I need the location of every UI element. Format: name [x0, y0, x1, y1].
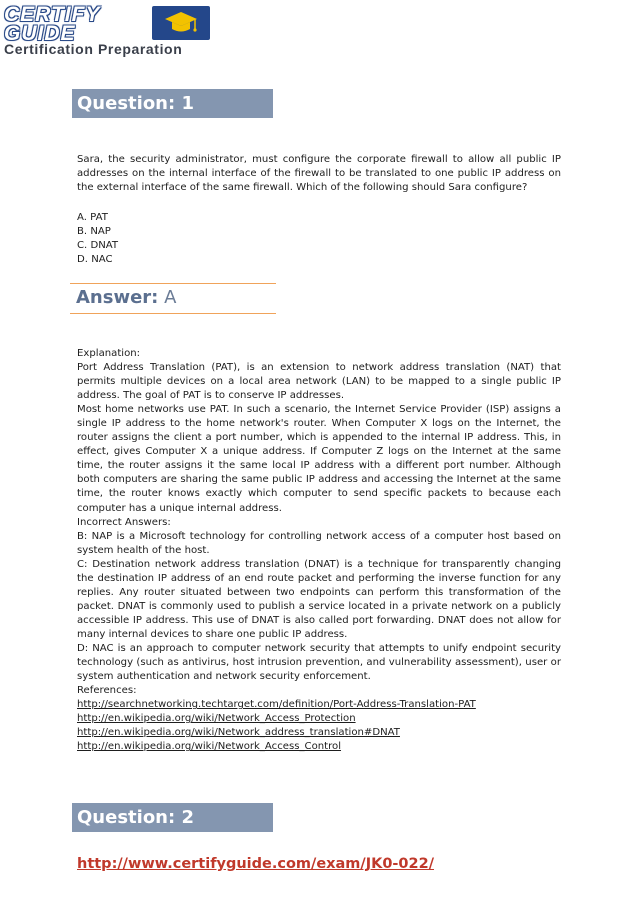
explanation-paragraph-home: Most home networks use PAT. In such a scenario, the Internet Service Provider (ISP) assigns a single IP address to the home network's router. When Computer X logs on the Internet, the router assigns the client a port number, which is appended to the internal IP address. This, in effect, gives Computer X a unique address. If Computer Z logs on the Internet at the same time, the router assigns it the same local IP address with a different port number. Although both computers are sharing the same public IP address and accessing the Internet at the same time, the router knows exactly which computer to send specific packets to because each computer has a unique internal address. [77, 404, 561, 514]
logo-word-certify: CERTIFY [4, 3, 101, 26]
option-a: A. PAT [77, 212, 108, 223]
question-1-text: Sara, the security administrator, must configure the corporate firewall to allow all public IP addresses on the internal interface of the firewall to be translated to one public IP address on the external interface of the same firewall. Which of the following should Sara configure? [77, 154, 561, 194]
question-1-header: Question: 1 [72, 89, 273, 118]
option-c: C. DNAT [77, 240, 119, 251]
answer-label: Answer: [76, 287, 159, 308]
reference-link[interactable]: http://en.wikipedia.org/wiki/Network_Access_Control [77, 741, 342, 753]
explanation-paragraph-pat: Port Address Translation (PAT), is an extension to network address translation (NAT) that permits multiple devices on a local area network (LAN) to be mapped to a single public IP address. The goal of PAT is to conserve IP addresses. [77, 362, 561, 402]
question-2-header: Question: 2 [72, 803, 273, 832]
answer-value: A [164, 287, 177, 308]
references-heading: References: [77, 685, 137, 697]
graduation-cap-icon [164, 10, 198, 36]
incorrect-answers-heading: Incorrect Answers: [77, 516, 171, 528]
reference-link[interactable]: http://searchnetworking.techtarget.com/definition/Port-Address-Translation-PAT [77, 699, 476, 711]
option-d: D. NAC [77, 254, 113, 265]
explanation-block [77, 347, 561, 754]
explanation-heading: Explanation: [77, 348, 141, 359]
footer-exam-link[interactable]: http://www.certifyguide.com/exam/JK0-022/ [77, 856, 434, 872]
logo-subtitle: Certification Preparation [4, 41, 183, 57]
reference-link[interactable]: http://en.wikipedia.org/wiki/Network_address_translation#DNAT [77, 727, 400, 739]
logo-word-guide: GUIDE [4, 22, 76, 45]
reference-link[interactable]: http://en.wikipedia.org/wiki/Network_Access_Protection [77, 713, 356, 725]
incorrect-d: D: NAC is an approach to computer network security that attempts to unify endpoint security technology (such as antivirus, host intrusion prevention, and vulnerability assessment), user or system authentication and network security enforcement. [77, 642, 561, 683]
answer-box [70, 283, 276, 314]
certifyguide-logo [4, 4, 214, 56]
incorrect-c: C: Destination network address translation (DNAT) is a technique for transparently changing the destination IP address of an end route packet and performing the inverse function for any replies. Any router situated between two endpoints can perform this transformation of the packet. DNAT is commonly used to publish a service located in a private network on a publicly accessible IP address. This use of DNAT is also called port forwarding. DNAT does not allow for many internal devices to share one public IP address. [77, 558, 561, 640]
logo-badge [152, 6, 210, 40]
option-b: B. NAP [77, 226, 111, 237]
incorrect-b: B: NAP is a Microsoft technology for controlling network access of a computer host based on system health of the host. [77, 530, 561, 556]
